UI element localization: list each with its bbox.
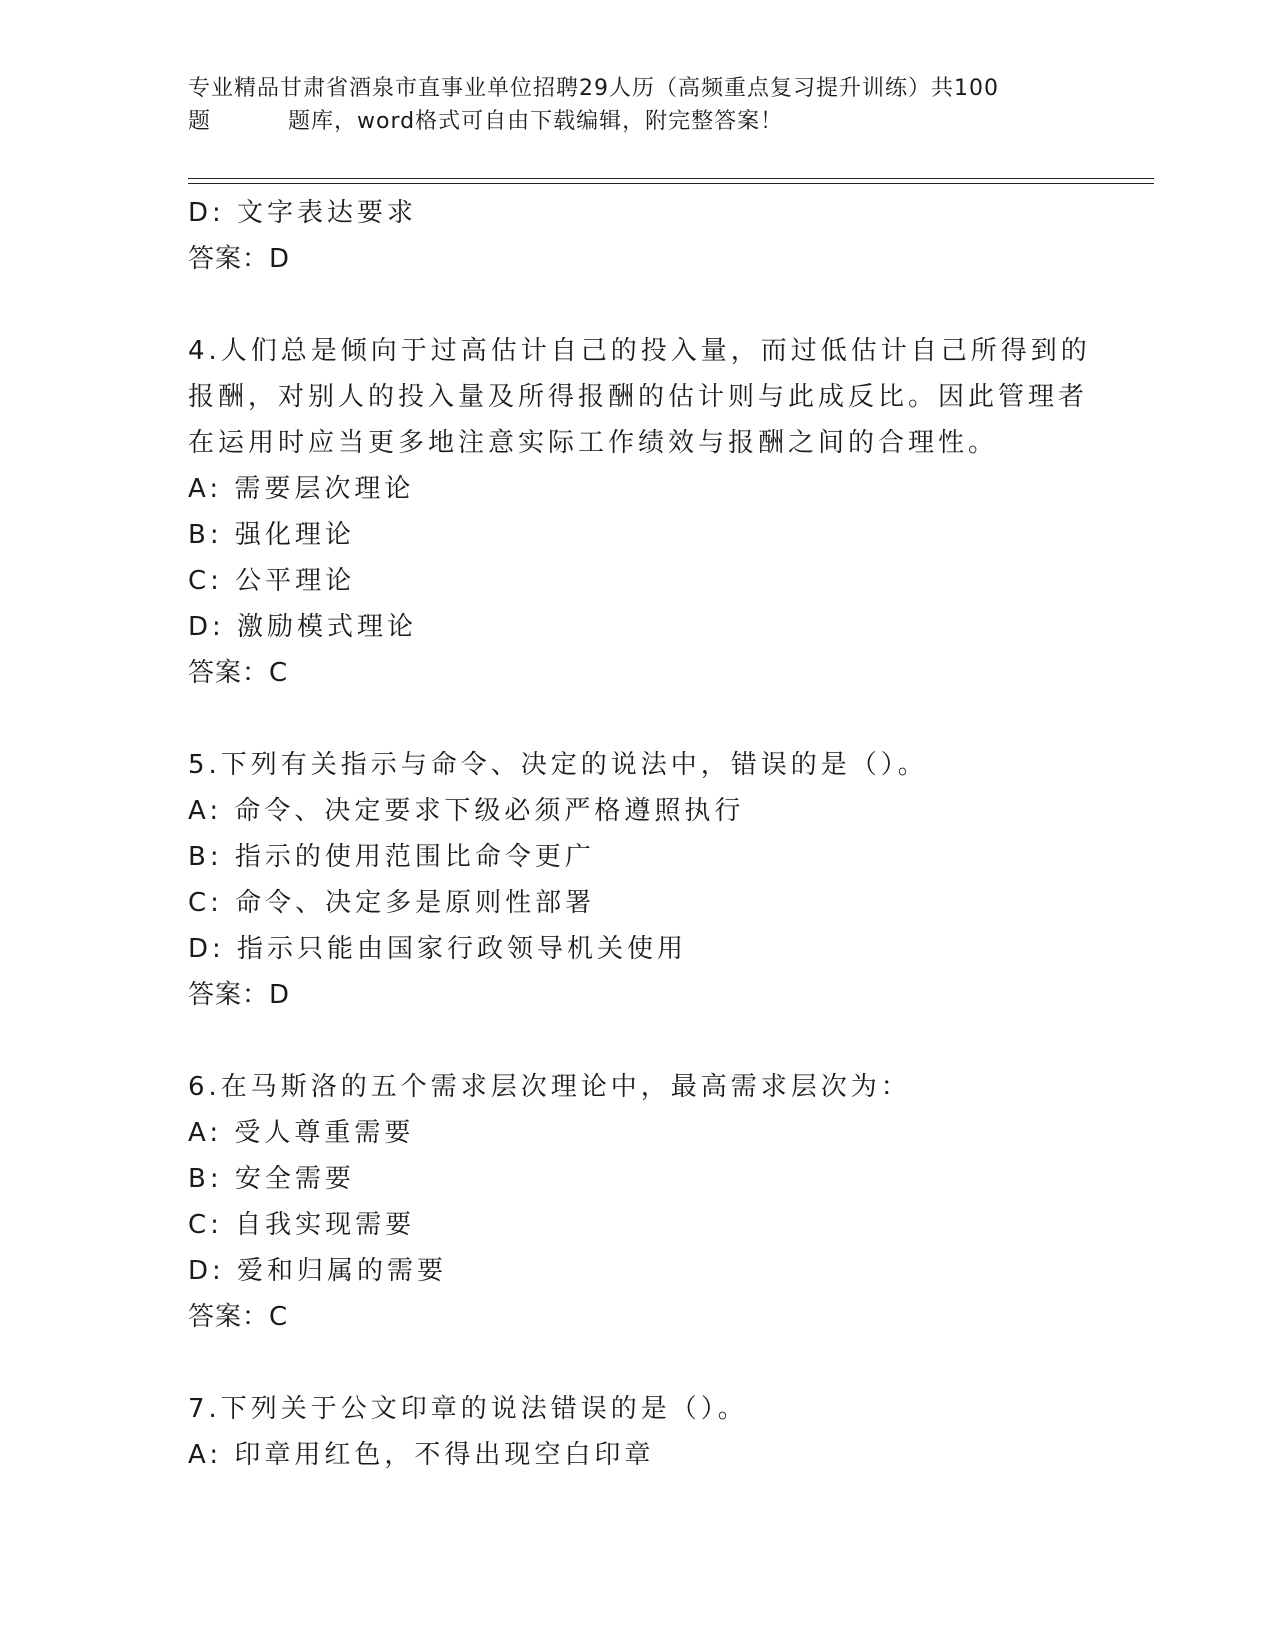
question-text-line: 在运用时应当更多地注意实际工作绩效与报酬之间的合理性。: [188, 428, 999, 458]
question-text-line: 7.下列关于公文印章的说法错误的是（）。: [188, 1394, 748, 1424]
spacer: [188, 282, 1088, 328]
answer-line: 答案：C: [188, 658, 289, 688]
header-line-2-right: 题库，word格式可自由下载编辑，附完整答案！: [288, 109, 784, 134]
spacer: [188, 1340, 1088, 1386]
question-5: [188, 742, 1088, 1018]
option-d: D: 爱和归属的需要: [188, 1256, 448, 1286]
answer-line: 答案：D: [188, 244, 291, 274]
question-4: [188, 328, 1091, 696]
header-line-2: [188, 105, 1088, 138]
page-header: [188, 72, 1088, 138]
spacer: [188, 696, 1088, 742]
option-d: D: 激励模式理论: [188, 612, 418, 642]
question-6: [188, 1064, 1088, 1340]
option-b: B: 指示的使用范围比命令更广: [188, 842, 595, 872]
option-a: A: 命令、决定要求下级必须严格遵照执行: [188, 796, 745, 826]
spacer: [188, 1018, 1088, 1064]
answer-line: 答案：C: [188, 1302, 289, 1332]
answer-line: 答案：D: [188, 980, 291, 1010]
question-7: [188, 1386, 1088, 1478]
option-c: C: 命令、决定多是原则性部署: [188, 888, 596, 918]
option-b: B: 强化理论: [188, 520, 355, 550]
document-body: [188, 190, 1091, 1478]
header-divider-bottom: [188, 183, 1154, 184]
option-d: D: 文字表达要求: [188, 198, 418, 228]
header-divider-top: [188, 178, 1154, 179]
option-a: A: 受人尊重需要: [188, 1118, 415, 1148]
question-text-line: 4.人们总是倾向于过高估计自己的投入量，而过低估计自己所得到的: [188, 336, 1091, 366]
option-a: A: 印章用红色，不得出现空白印章: [188, 1440, 655, 1470]
question-text-line: 6.在马斯洛的五个需求层次理论中，最高需求层次为：: [188, 1072, 911, 1102]
option-c: C: 自我实现需要: [188, 1210, 416, 1240]
header-line-1: 专业精品甘肃省酒泉市直事业单位招聘29人历（高频重点复习提升训练）共100: [188, 76, 999, 101]
option-a: A: 需要层次理论: [188, 474, 415, 504]
option-c: C: 公平理论: [188, 566, 356, 596]
option-b: B: 安全需要: [188, 1164, 355, 1194]
question-text-line: 5.下列有关指示与命令、决定的说法中，错误的是（）。: [188, 750, 928, 780]
option-d: D: 指示只能由国家行政领导机关使用: [188, 934, 688, 964]
question-text-line: 报酬，对别人的投入量及所得报酬的估计则与此成反比。因此管理者: [188, 382, 1089, 412]
header-line-2-left: 题: [188, 109, 212, 134]
